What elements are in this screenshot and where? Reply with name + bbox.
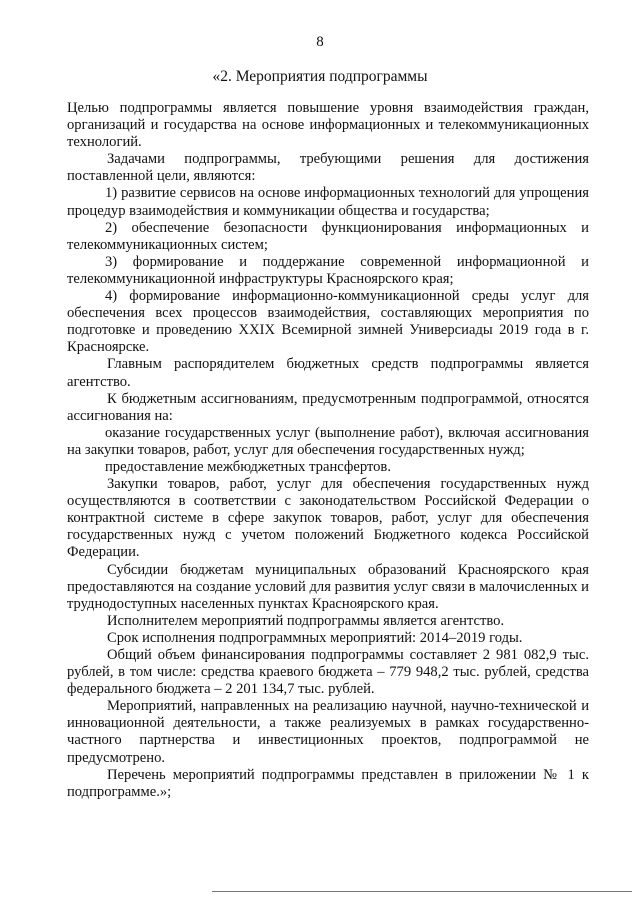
paragraph-tasks-intro: Задачами подпрограммы, требующими решения для достижения поставленной цели, являются: xyxy=(67,151,589,185)
paragraph-procurement: Закупки товаров, работ, услуг для обеспечения государственных нужд осуществляются в соответствии с законодательством Российской Федерации о контрактной системе в сфере закупок товаров, работ, услуг для обеспечения государственных нужд с учетом положений Бюджетного кодекса Российской Федерации. xyxy=(67,476,589,561)
paragraph-activities: Мероприятий, направленных на реализацию научной, научно-технической и инновационной деятельности, а также реализуемых в рамках государственно-частного партнерства и инвестиционных проектов, подпрограммой не предусмотрено. xyxy=(67,698,589,766)
paragraph-term: Срок исполнения подпрограммных мероприятий: 2014–2019 годы. xyxy=(107,629,523,646)
allocation-item-services: оказание государственных услуг (выполнение работ), включая ассигнования на закупки товаров, работ, услуг для обеспечения государственных нужд; xyxy=(67,424,589,458)
document-body xyxy=(67,100,589,801)
task-item-1: 1) развитие сервисов на основе информационных технологий для упрощения процедур взаимодействия и коммуникации общества и государства; xyxy=(67,185,589,219)
paragraph-goal: Целью подпрограммы является повышение уровня взаимодействия граждан, организаций и государства на основе информационных и телекоммуникационных технологий. xyxy=(67,100,589,151)
section-title: «2. Мероприятия подпрограммы xyxy=(212,68,428,85)
footer-divider xyxy=(212,891,632,892)
paragraph-financing: Общий объем финансирования подпрограммы составляет 2 981 082,9 тыс. рублей, в том числе: средства краевого бюджета – 779 948,2 тыс. рублей, средства федерального бюджета – 2 201 134,7 тыс. рублей. xyxy=(67,647,589,698)
page-number: 8 xyxy=(316,34,324,50)
task-item-2: 2) обеспечение безопасности функционирования информационных и телекоммуникационных систем; xyxy=(67,219,589,253)
allocation-item-transfers: предоставление межбюджетных трансфертов. xyxy=(105,458,391,475)
task-item-3: 3) формирование и поддержание современной информационной и телекоммуникационной инфраструктуры Красноярского края; xyxy=(67,253,589,287)
task-item-4: 4) формирование информационно-коммуникационной среды услуг для обеспечения всех процессов взаимодействия, составляющих мероприятия по подготовке и проведению XXIX Всемирной зимней Универсиады 2019 года в г. Красноярске. xyxy=(67,288,589,356)
paragraph-executor: Исполнителем мероприятий подпрограммы является агентство. xyxy=(107,612,505,629)
paragraph-subsidies: Субсидии бюджетам муниципальных образований Красноярского края предоставляются на создание условий для развития услуг связи в малочисленных и труднодоступных населенных пунктах Красноярского края. xyxy=(67,561,589,612)
paragraph-appendix-reference: Перечень мероприятий подпрограммы представлен в приложении № 1 к подпрограмме.»; xyxy=(67,766,589,800)
paragraph-main-manager: Главным распорядителем бюджетных средств подпрограммы является агентство. xyxy=(67,356,589,390)
paragraph-budget-allocations: К бюджетным ассигнованиям, предусмотренным подпрограммой, относятся ассигнования на: xyxy=(67,390,589,424)
